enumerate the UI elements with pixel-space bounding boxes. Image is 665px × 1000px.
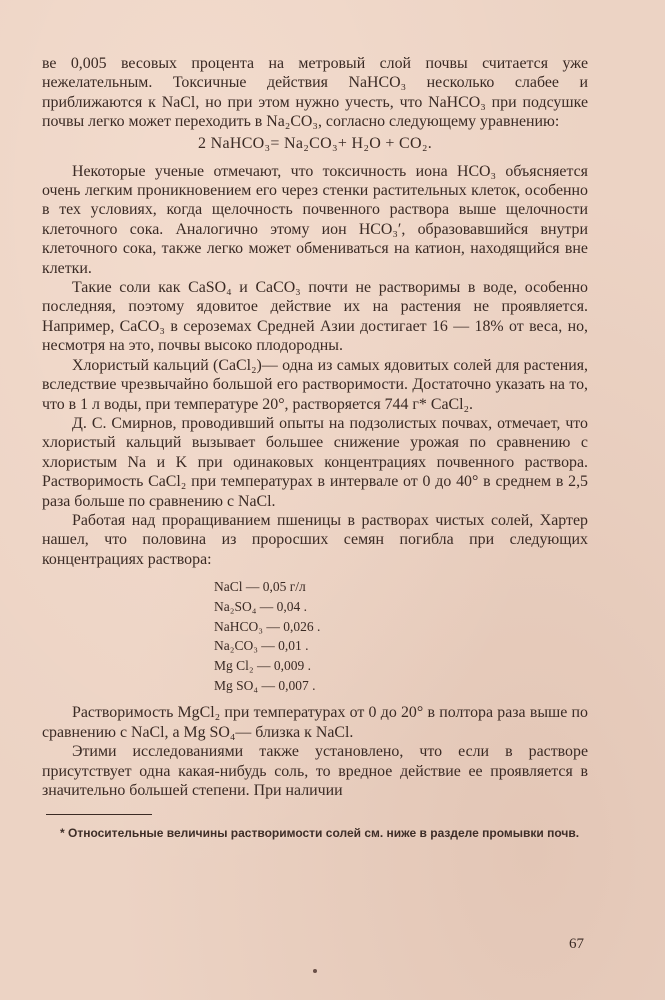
paragraph-6: Работая над проращиванием пшеницы в растворах чистых солей, Хартер нашел, что половина из проросших семян погибла при следующих концентрациях раствора:	[42, 511, 588, 568]
concentration-list	[214, 577, 588, 695]
paragraph-3: Такие соли как CaSO₄ и CaCO₃ почти не растворимы в воде, особенно последняя, поэтому ядовитое действие их на растения не проявляется. Например, CaCO₃ в сероземах Средней Азии достигает 16 — 18% от веса, но, несмотря на это, почвы высоко плодородны.	[42, 279, 588, 355]
paragraph-4: Хлористый кальций (CaCl₂)— одна из самых ядовитых солей для растения, вследствие чрезвычайно большой его растворимости. Достаточно указать на то, что в 1 л воды, при температуре 20°, растворяется 744 г* CaCl₂.	[42, 356, 588, 413]
print-mark	[313, 969, 317, 973]
footnote-divider	[46, 814, 152, 815]
page-number: 67	[569, 936, 584, 952]
paragraph-2: Некоторые ученые отмечают, что токсичность иона HCO₃ объясняется очень легким проникновением его через стенки растительных клеток, особенно в тех условиях, когда щелочность почвенного раствора выше щелочности клеточного сока. Аналогично этому ион HCO₃′, образовавшийся внутри клеточного сока, также легко может обмениваться на катион, находящийся вне клетки.	[42, 162, 588, 277]
list-item: Mg SO₄ — 0,007 .	[214, 677, 316, 693]
list-item: Mg Cl₂ — 0,009 .	[214, 657, 311, 673]
paragraph-7: Растворимость MgCl₂ при температурах от 0 до 20° в полтора раза выше по сравнению с NaCl, а Mg SO₄— близка к NaCl.	[42, 704, 588, 741]
list-item: NaCl — 0,05 г/л	[214, 579, 306, 595]
page-body	[42, 54, 588, 842]
list-item: Na₂CO₃ — 0,01 .	[214, 638, 309, 654]
list-item: Na₂SO₄ — 0,04 .	[214, 598, 308, 614]
paragraph-5: Д. С. Смирнов, проводивший опыты на подзолистых почвах, отмечает, что хлористый кальций вызывает большее снижение урожая по сравнению с хлористым Na и K при одинаковых концентрациях почвенного раствора. Растворимость CaCl₂ при температурах в интервале от 0 до 40° в среднем в 2,5 раза больше по сравнению с NaCl.	[42, 414, 588, 510]
list-item: NaHCO₃ — 0,026 .	[214, 618, 321, 634]
equation: 2 NaHCO₃= Na₂CO₃+ H₂O + CO₂.	[197, 134, 433, 152]
paragraph-1: ве 0,005 весовых процента на метровый слой почвы считается уже нежелательным. Токсичные действия NaHCO₃ несколько слабее и приближаются к NaCl, но при этом нужно учесть, что NaHCO₃ при подсушке почвы легко может переходить в Na₂CO₃, согласно следующему уравнению:	[42, 55, 588, 131]
footnote: * Относительные величины растворимости солей см. ниже в разделе промывки почв.	[60, 826, 580, 841]
paragraph-8: Этими исследованиями также установлено, что если в растворе присутствует одна какая-нибудь соль, то вредное действие ее проявляется в значительно большей степени. При наличии	[42, 743, 588, 799]
